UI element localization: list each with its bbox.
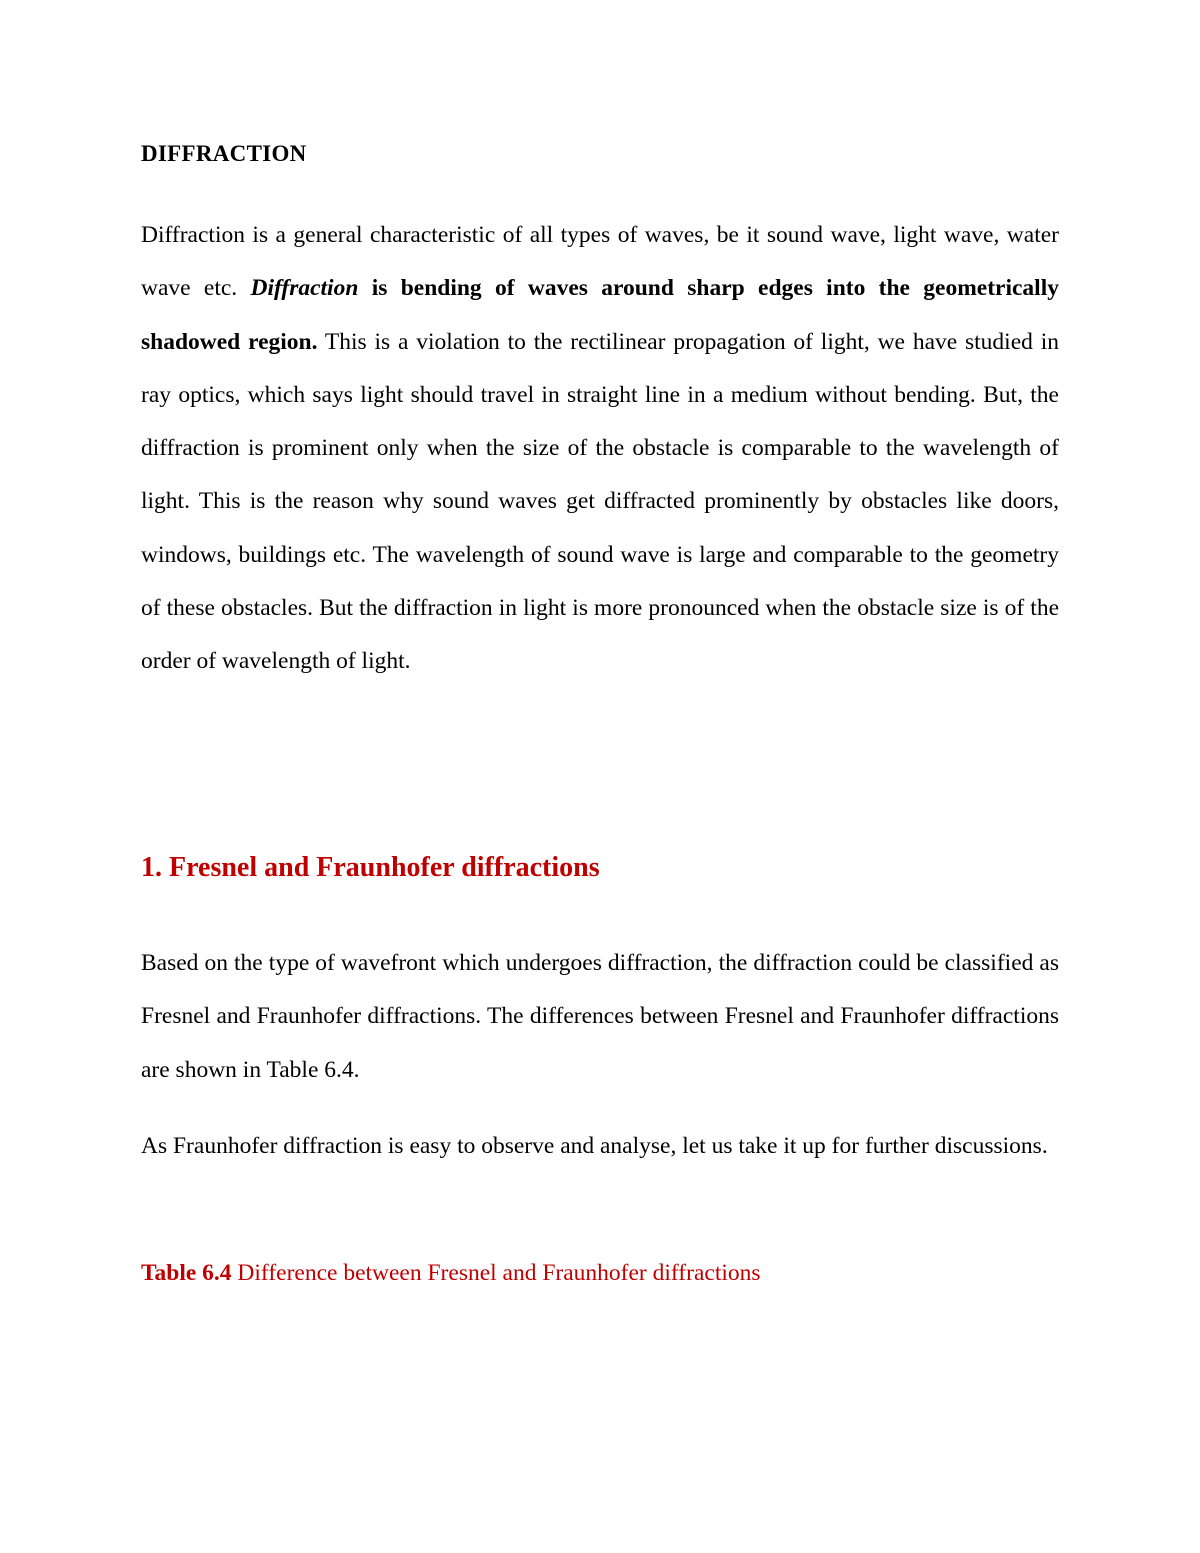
section-paragraph-1: Based on the type of wavefront which undergoes diffraction, the diffraction could be classified as Fresnel and Fraunhofer diffractions. The differences between Fresnel and Fraunhofer diffractions are shown in Table 6.4. (141, 950, 1059, 1083)
definition-term: Diffraction (250, 275, 359, 302)
section-heading: 1. Fresnel and Fraunhofer diffractions (141, 852, 600, 883)
table-caption-label: Table 6.4 (141, 1260, 232, 1286)
definition-text: is bending of waves around sharp edges into the geometrically shadowed region. (141, 275, 1059, 355)
table-caption-text: Difference between Fresnel and Fraunhofer diffractions (231, 1260, 761, 1286)
section-paragraph-2: As Fraunhofer diffraction is easy to observe and analyse, let us take it up for further discussions. (141, 1133, 1048, 1159)
intro-paragraph (141, 209, 1059, 689)
intro-sentence: Diffraction is a general characteristic of all types of waves, be it sound wave, light wave, water wave etc. (141, 222, 1059, 302)
table-caption (141, 1260, 761, 1287)
intro-body-text: This is a violation to the rectilinear propagation of light, we have studied in ray optics, which says light should travel in straight line in a medium without bending. But, the diffraction is prominent only when the size of the obstacle is comparable to the wavelength of light. This is the reason why sound waves get diffracted prominently by obstacles like doors, windows, buildings etc. The wavelength of sound wave is large and comparable to the geometry of these obstacles. But the diffraction in light is more pronounced when the obstacle size is of the order of wavelength of light. (141, 328, 1059, 675)
page-title: DIFFRACTION (141, 141, 307, 166)
